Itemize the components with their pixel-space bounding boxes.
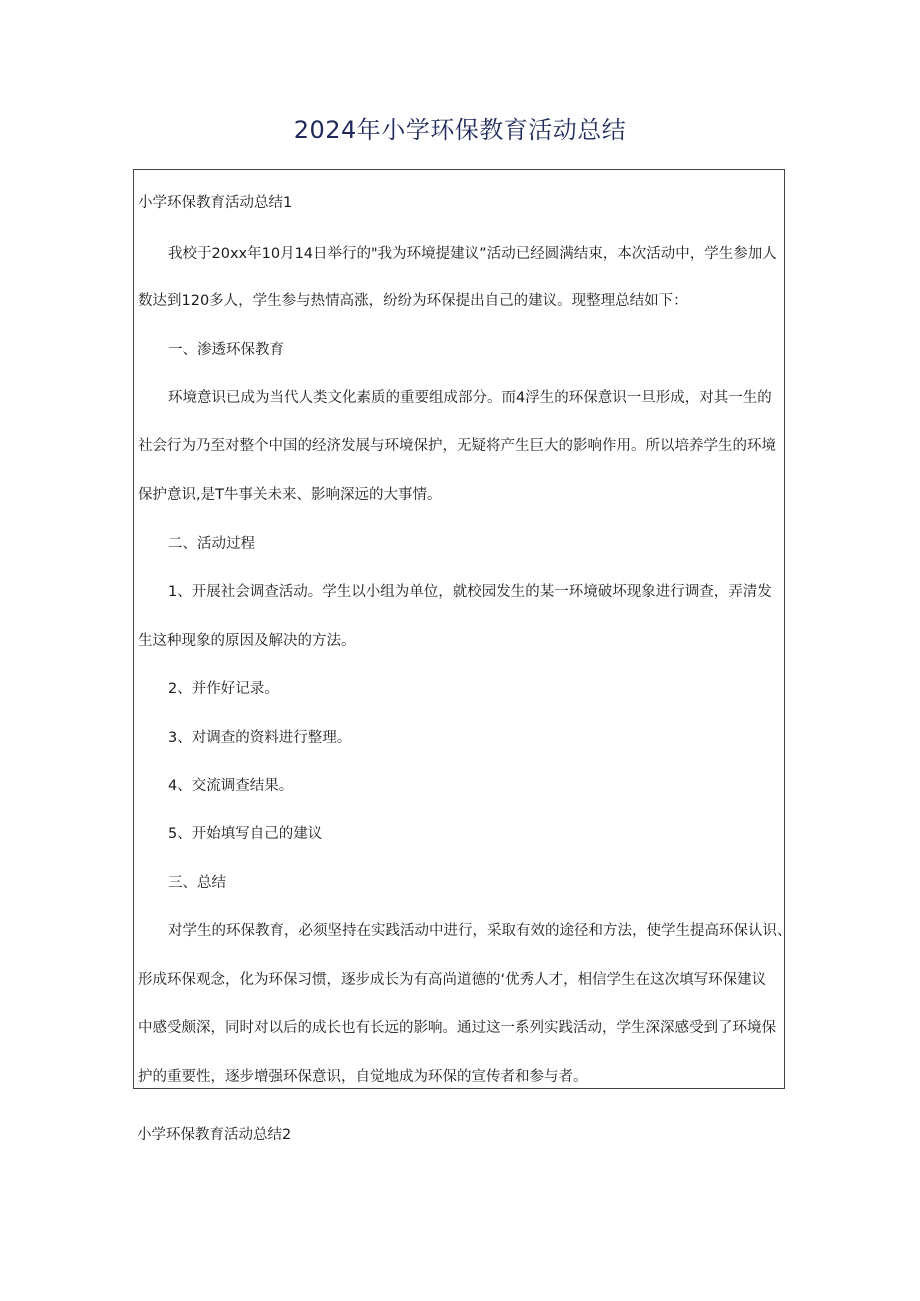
- paragraph3-line3: 中感受颇深，同时对以后的成长也有长远的影响。通过这一系列实践活动，学生深深感受到了环境保: [138, 1020, 776, 1036]
- section1-heading: 小学环保教育活动总结1: [138, 195, 293, 211]
- heading-three: 三、总结: [168, 875, 226, 891]
- paragraph3-line2: 形成环保观念，化为环保习惯，逐步成长为有高尚道德的‘优秀人才，相信学生在这次填写环保建议: [138, 972, 767, 988]
- paragraph1-line2: 数达到120多人，学生参与热情高涨，纷纷为环保提出自己的建议。现整理总结如下：: [138, 293, 688, 309]
- step1-line2: 生这种现象的原因及解决的方法。: [138, 633, 356, 649]
- section1-box: [133, 169, 792, 1089]
- step2: 2、并作好记录。: [168, 681, 279, 697]
- paragraph2-line2: 社会行为乃至对整个中国的经济发展与环境保护，无疑将产生巨大的影响作用。所以培养学生的环境: [138, 438, 776, 454]
- heading-one: 一、渗透环保教育: [168, 342, 284, 358]
- paragraph2-line3: 保护意识,是T牛事关未来、影响深远的大事情。: [138, 487, 442, 503]
- step3: 3、对调查的资料进行整理。: [168, 730, 352, 746]
- paragraph2-line1: 环境意识已成为当代人类文化素质的重要组成部分。而4浮生的环保意识一旦形成，对其一生的: [168, 390, 772, 406]
- paragraph3-line4: 护的重要性，逐步增强环保意识，自觉地成为环保的宣传者和参与者。: [138, 1069, 588, 1085]
- paragraph3-line1: 对学生的环保教育，必须坚持在实践活动中进行，采取有效的途径和方法，使学生提高环保认识、: [168, 923, 792, 939]
- paragraph1-line1: 我校于20xx年10月14日举行的"我为环境提建议”活动已经圆满结束，本次活动中，学生参加人: [168, 246, 777, 262]
- heading-two: 二、活动过程: [168, 536, 255, 552]
- section2-heading: 小学环保教育活动总结2: [137, 1127, 292, 1143]
- document-title: 2024年小学环保教育活动总结: [293, 116, 627, 144]
- step4: 4、交流调查结果。: [168, 778, 294, 794]
- step5: 5、开始填写自己的建议: [168, 826, 323, 842]
- step1-line1: 1、开展社会调查活动。学生以小组为单位，就校园发生的某一环境破坏现象进行调查，弄清发: [168, 584, 772, 600]
